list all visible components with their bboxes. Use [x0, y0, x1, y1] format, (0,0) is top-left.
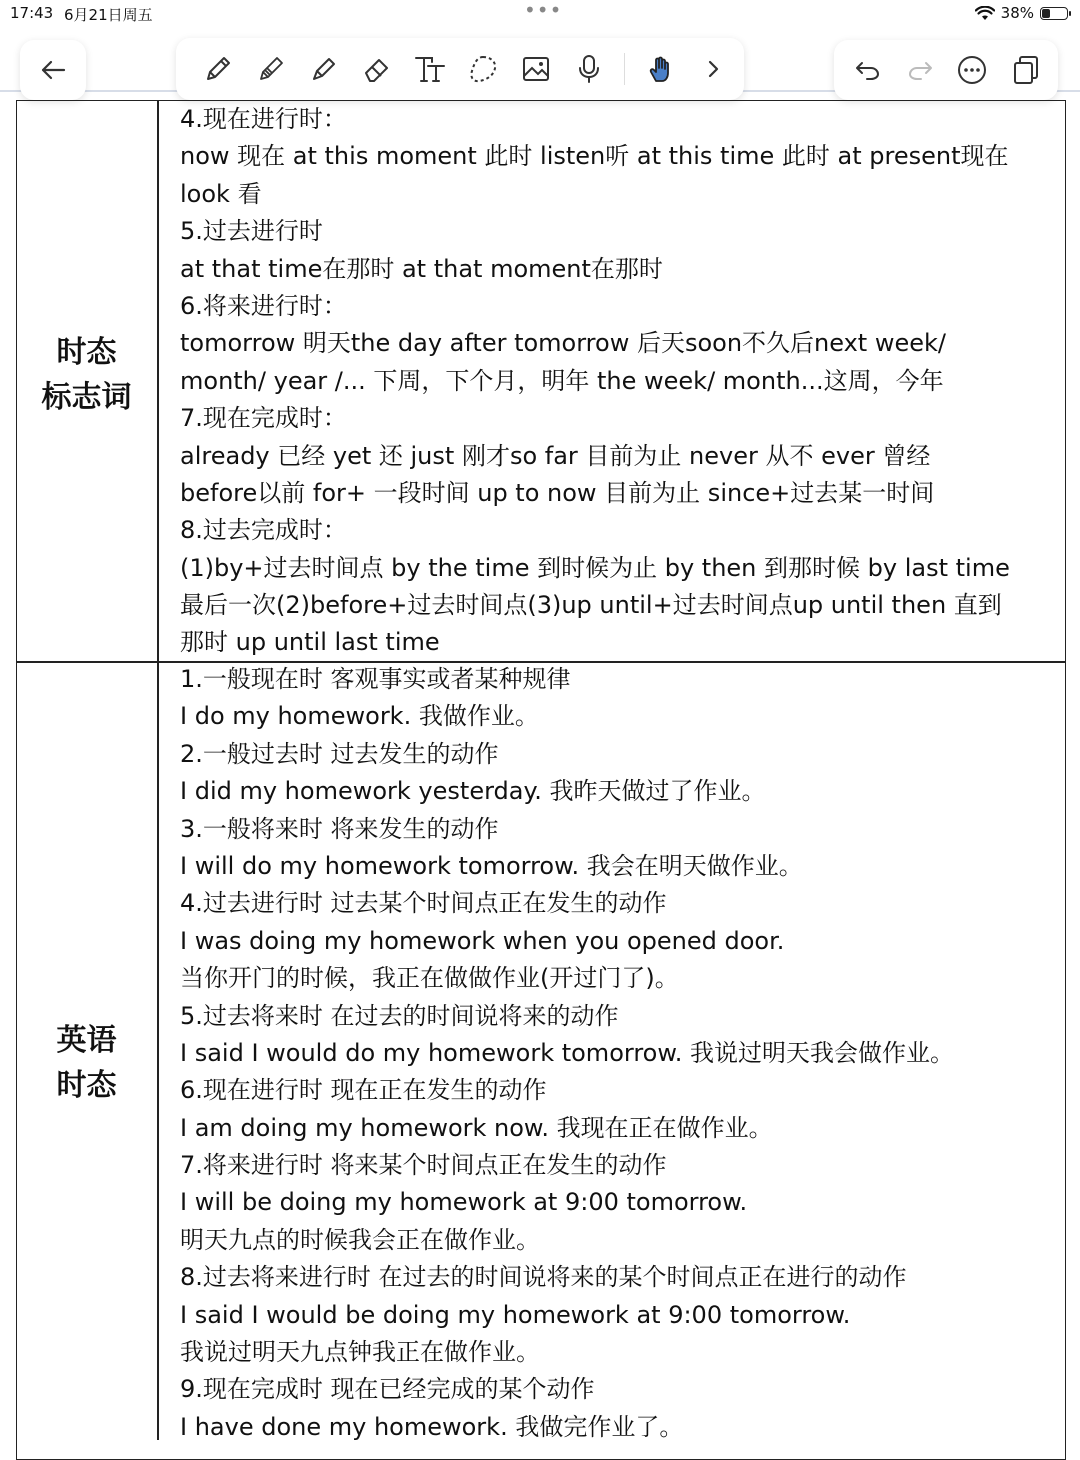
table-text-line: 2.一般过去时 过去发生的动作: [180, 739, 499, 768]
cell-english-tenses: [180, 661, 1060, 1446]
pen-tool-button[interactable]: [251, 38, 291, 100]
table-text-line: before以前 for+ 一段时间 up to now 目前为止 since+过去某一时间: [180, 478, 935, 507]
status-time: 17:43: [10, 4, 54, 22]
table-text-line: 7.现在完成时：: [180, 404, 347, 433]
table-text-line: I am doing my homework now. 我现在正在做作业。: [180, 1113, 773, 1142]
table-text-line: 当你开门的时候，我正在做做作业(开过门了)。: [180, 964, 679, 993]
action-toolbar: [834, 40, 1058, 100]
row-label-english-tenses: 英语 时态: [56, 1023, 117, 1103]
table-text-line: tomorrow 明天the day after tomorrow 后天soon不久后next week/: [180, 329, 946, 358]
pencil-tool-button[interactable]: [198, 38, 238, 100]
redo-button[interactable]: [900, 40, 940, 100]
row-label-tense-markers: 时态 标志词: [41, 335, 132, 415]
pages-button[interactable]: [1006, 40, 1046, 100]
wifi-icon: [975, 6, 995, 21]
touch-mode-button[interactable]: [640, 38, 680, 100]
microphone-icon: [573, 53, 605, 85]
table-text-line: 我说过明天九点钟我正在做作业。: [180, 1338, 540, 1367]
lasso-icon: [467, 53, 499, 85]
highlighter-tool-button[interactable]: [304, 38, 344, 100]
pencil-icon: [202, 53, 234, 85]
table-column-divider: [157, 100, 159, 1440]
table-text-line: 6.现在进行时 现在正在发生的动作: [180, 1076, 547, 1105]
table-text-line: 5.过去进行时: [180, 217, 323, 246]
drawing-toolbar: [176, 38, 744, 100]
toolbar-separator: [624, 53, 625, 85]
table-text-line: 明天九点的时候我会正在做作业。: [180, 1225, 540, 1254]
highlighter-icon: [308, 53, 340, 85]
table-text-line: 7.将来进行时 将来某个时间点正在发生的动作: [180, 1151, 667, 1180]
pen-icon: [255, 53, 287, 85]
table-text-line: 1.一般现在时 客观事实或者某种规律: [180, 665, 571, 693]
table-text-line: I did my homework yesterday. 我昨天做过了作业。: [180, 777, 766, 806]
table-text-line: 4.现在进行时：: [180, 105, 347, 133]
image-tool-button[interactable]: [516, 38, 556, 100]
undo-button[interactable]: [848, 40, 888, 100]
redo-icon: [906, 58, 934, 82]
table-text-line: look 看: [180, 179, 262, 208]
table-text-line: I will be doing my homework at 9:00 tomorrow.: [180, 1188, 748, 1217]
chevron-right-icon: [704, 57, 724, 81]
table-text-line: 8.过去完成时：: [180, 516, 347, 545]
table-text-line: I have done my homework. 我做完作业了。: [180, 1412, 684, 1441]
table-text-line: I was doing my homework when you opened door.: [180, 926, 785, 955]
battery-percent: 38%: [1000, 4, 1034, 22]
table-text-line: month/ year /... 下周，下个月，明年 the week/ month...这周，今年: [180, 366, 944, 395]
toolbar-more-button[interactable]: [694, 38, 734, 100]
table-text-line: already 已经 yet 还 just 刚才so far 目前为止 never 从不 ever 曾经: [180, 441, 931, 470]
table-text-line: 8.过去将来进行时 在过去的时间说将来的某个时间点正在进行的动作: [180, 1263, 907, 1292]
table-text-line: now 现在 at this moment 此时 listen听 at this time 此时 at present现在: [180, 142, 1009, 171]
lasso-tool-button[interactable]: [463, 38, 503, 100]
table-text-line: 9.现在完成时 现在已经完成的某个动作: [180, 1375, 595, 1404]
text-tool-icon: [413, 53, 447, 85]
table-text-line: 那时 up until last time: [180, 628, 440, 657]
table-text-line: I will do my homework tomorrow. 我会在明天做作业。: [180, 851, 803, 880]
cell-tense-markers: [180, 101, 1060, 662]
microphone-tool-button[interactable]: [569, 38, 609, 100]
table-text-line: 最后一次(2)before+过去时间点(3)up until+过去时间点up until then 直到: [180, 591, 1002, 620]
undo-icon: [854, 58, 882, 82]
pages-icon: [1011, 54, 1041, 86]
table-text-line: I do my homework. 我做作业。: [180, 702, 539, 731]
status-right: [975, 4, 1068, 22]
status-bar: [0, 0, 1080, 26]
table-text-line: at that time在那时 at that moment在那时: [180, 254, 663, 283]
table-text-line: (1)by+过去时间点 by the time 到时候为止 by then 到那时候 by last time: [180, 553, 1010, 582]
image-icon: [520, 53, 552, 85]
arrow-left-icon: [40, 59, 66, 81]
back-button[interactable]: [20, 40, 86, 100]
table-text-line: I said I would do my homework tomorrow. 我说过明天我会做作业。: [180, 1038, 955, 1067]
hand-touch-icon: [644, 53, 676, 85]
text-tool-button[interactable]: [410, 38, 450, 100]
more-options-button[interactable]: [952, 40, 992, 100]
multitasking-dots-icon[interactable]: •••: [524, 0, 563, 22]
battery-icon: [1040, 7, 1068, 20]
table-text-line: 5.过去将来时 在过去的时间说将来的动作: [180, 1001, 619, 1030]
status-date: 6月21日周五: [64, 6, 153, 24]
eraser-icon: [361, 53, 393, 85]
eraser-tool-button[interactable]: [357, 38, 397, 100]
table-text-line: 3.一般将来时 将来发生的动作: [180, 814, 499, 843]
table-text-line: 4.过去进行时 过去某个时间点正在发生的动作: [180, 889, 667, 918]
table-text-line: 6.将来进行时：: [180, 291, 347, 320]
table-text-line: I said I would be doing my homework at 9:00 tomorrow.: [180, 1300, 851, 1329]
more-icon: [956, 54, 988, 86]
